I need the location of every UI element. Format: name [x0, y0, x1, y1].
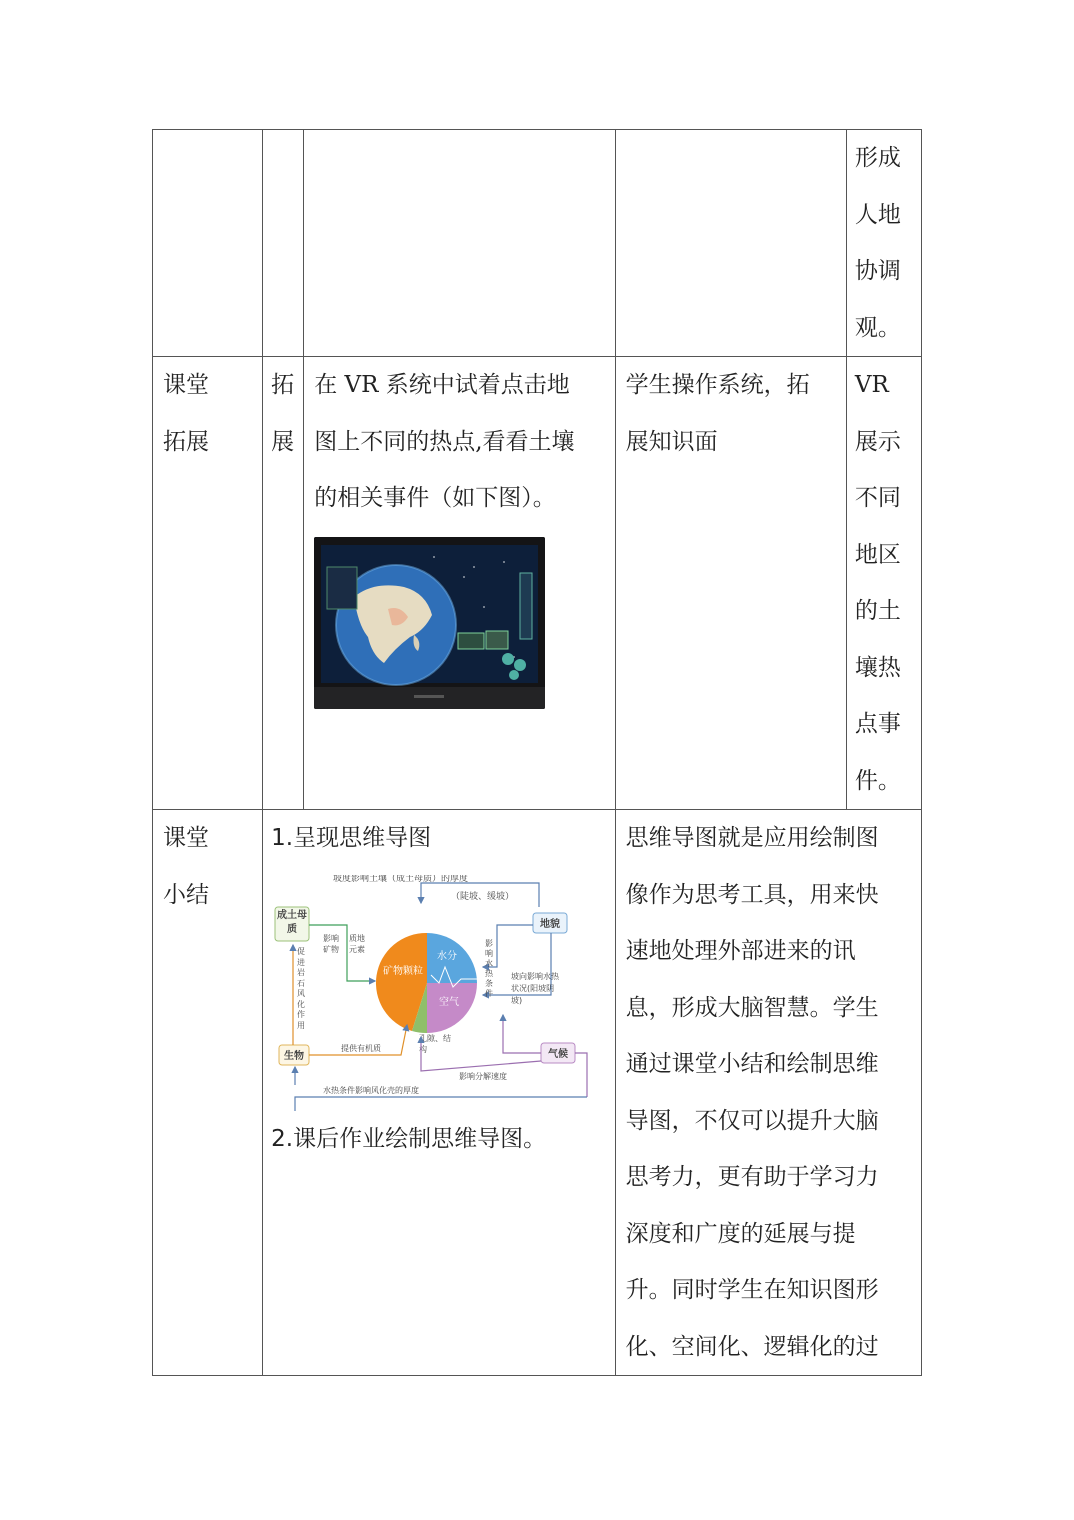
desc-line: 导图，不仅可以提升大脑: [625, 1107, 879, 1134]
pie-air-label: 空气: [439, 996, 460, 1008]
decompose-label: 影响分解速度: [459, 1071, 508, 1081]
top-arrow-label: 坡度影响土壤（成土母质）的厚度: [333, 874, 469, 884]
step-cell: [263, 357, 304, 810]
table-row-summary: [153, 810, 922, 1376]
node-climate-label: 气候: [548, 1048, 569, 1060]
goal-line: 的土: [854, 598, 901, 624]
desc-line: 升。同时学生在知识图形: [625, 1277, 879, 1303]
step-label: 拓: [271, 372, 295, 398]
student-line: 展知识面: [625, 428, 718, 455]
table-row-expand: [153, 357, 922, 810]
student-cell: [615, 357, 846, 810]
section-title: 课堂: [163, 825, 209, 851]
affect-mineral-b: 质地元素: [349, 933, 366, 954]
desc-line: 思维导图就是应用绘制图: [625, 825, 879, 851]
vr-globe-photo: [314, 537, 545, 709]
mind-map-diagram: [271, 875, 593, 1111]
activity-cell: [304, 357, 615, 810]
pie-mineral-label: 矿物颗粒: [383, 965, 424, 977]
affect-mineral-a: 影响矿物: [323, 933, 340, 954]
desc-line: 息，形成大脑智慧。学生: [625, 994, 879, 1021]
bottom-arrow-label: 水热条件影响风化壳的厚度: [323, 1085, 420, 1095]
pores-label: 孔隙、结构: [419, 1033, 452, 1054]
desc-line: 通过课堂小结和绘制思维: [625, 1051, 879, 1077]
summary-item-2: 2.课后作业绘制思维导图。: [271, 1125, 547, 1152]
section-title: 课堂: [163, 372, 209, 398]
lesson-plan-table: [152, 129, 922, 1376]
activity-line: 图上不同的热点,看看土壤: [314, 428, 575, 455]
student-line: 学生操作系统，拓: [625, 372, 810, 398]
goal-line: 壤热: [854, 654, 901, 681]
desc-line: 思考力，更有助于学习力: [625, 1164, 879, 1190]
section-cell: [153, 130, 263, 357]
table-row-continued: [153, 130, 922, 357]
top-arrow-sub: （陡坡、缓坡）: [451, 891, 515, 902]
activity-cell: [263, 810, 615, 1376]
activity-line: 在 VR 系统中试着点击地: [314, 372, 570, 398]
desc-line: 像作为思考工具，用来快: [625, 881, 879, 908]
organic-label: 提供有机质: [341, 1043, 382, 1053]
goal-line: 件。: [854, 767, 901, 794]
goal-line: 地区: [854, 541, 901, 568]
node-parent-label: 成土母质: [277, 909, 308, 935]
weathering-label: 促进岩石风化作用: [297, 946, 306, 1029]
slope-label: 坡向影响水热状况(阳坡阴坡): [511, 971, 560, 1005]
goal-line: 人地: [854, 201, 901, 228]
section-title: 拓展: [163, 428, 209, 455]
pie-water-label: 水分: [437, 950, 458, 962]
water-heat-label: 影响水热条件: [485, 938, 494, 998]
desc-line: 化、空间化、逻辑化的过: [625, 1333, 879, 1360]
goal-line: 形成: [854, 145, 901, 171]
goal-line: 点事: [854, 711, 901, 737]
student-cell: [615, 130, 846, 357]
globe-vr-screenshot-icon: [314, 537, 545, 709]
goal-line: 协调: [854, 258, 901, 284]
desc-line: 速地处理外部进来的讯: [625, 938, 856, 964]
activity-line: 的相关事件（如下图）。: [314, 485, 556, 511]
node-biology-label: 生物: [284, 1050, 305, 1062]
activity-cell: [304, 130, 615, 357]
goal-line: VR: [854, 372, 889, 398]
section-title: 小结: [163, 881, 209, 908]
goal-cell: [846, 130, 921, 357]
node-terrain-label: 地貌: [540, 918, 561, 930]
desc-line: 深度和广度的延展与提: [625, 1220, 856, 1247]
section-cell: [153, 357, 263, 810]
goal-cell: [846, 357, 921, 810]
step-label: 展: [271, 428, 295, 455]
section-cell: [153, 810, 263, 1376]
goal-line: 展示: [854, 428, 901, 455]
goal-line: 观。: [854, 314, 901, 341]
description-cell: [615, 810, 921, 1376]
summary-item-1: 1.呈现思维导图: [271, 825, 432, 851]
step-cell: [263, 130, 304, 357]
goal-line: 不同: [854, 485, 901, 511]
